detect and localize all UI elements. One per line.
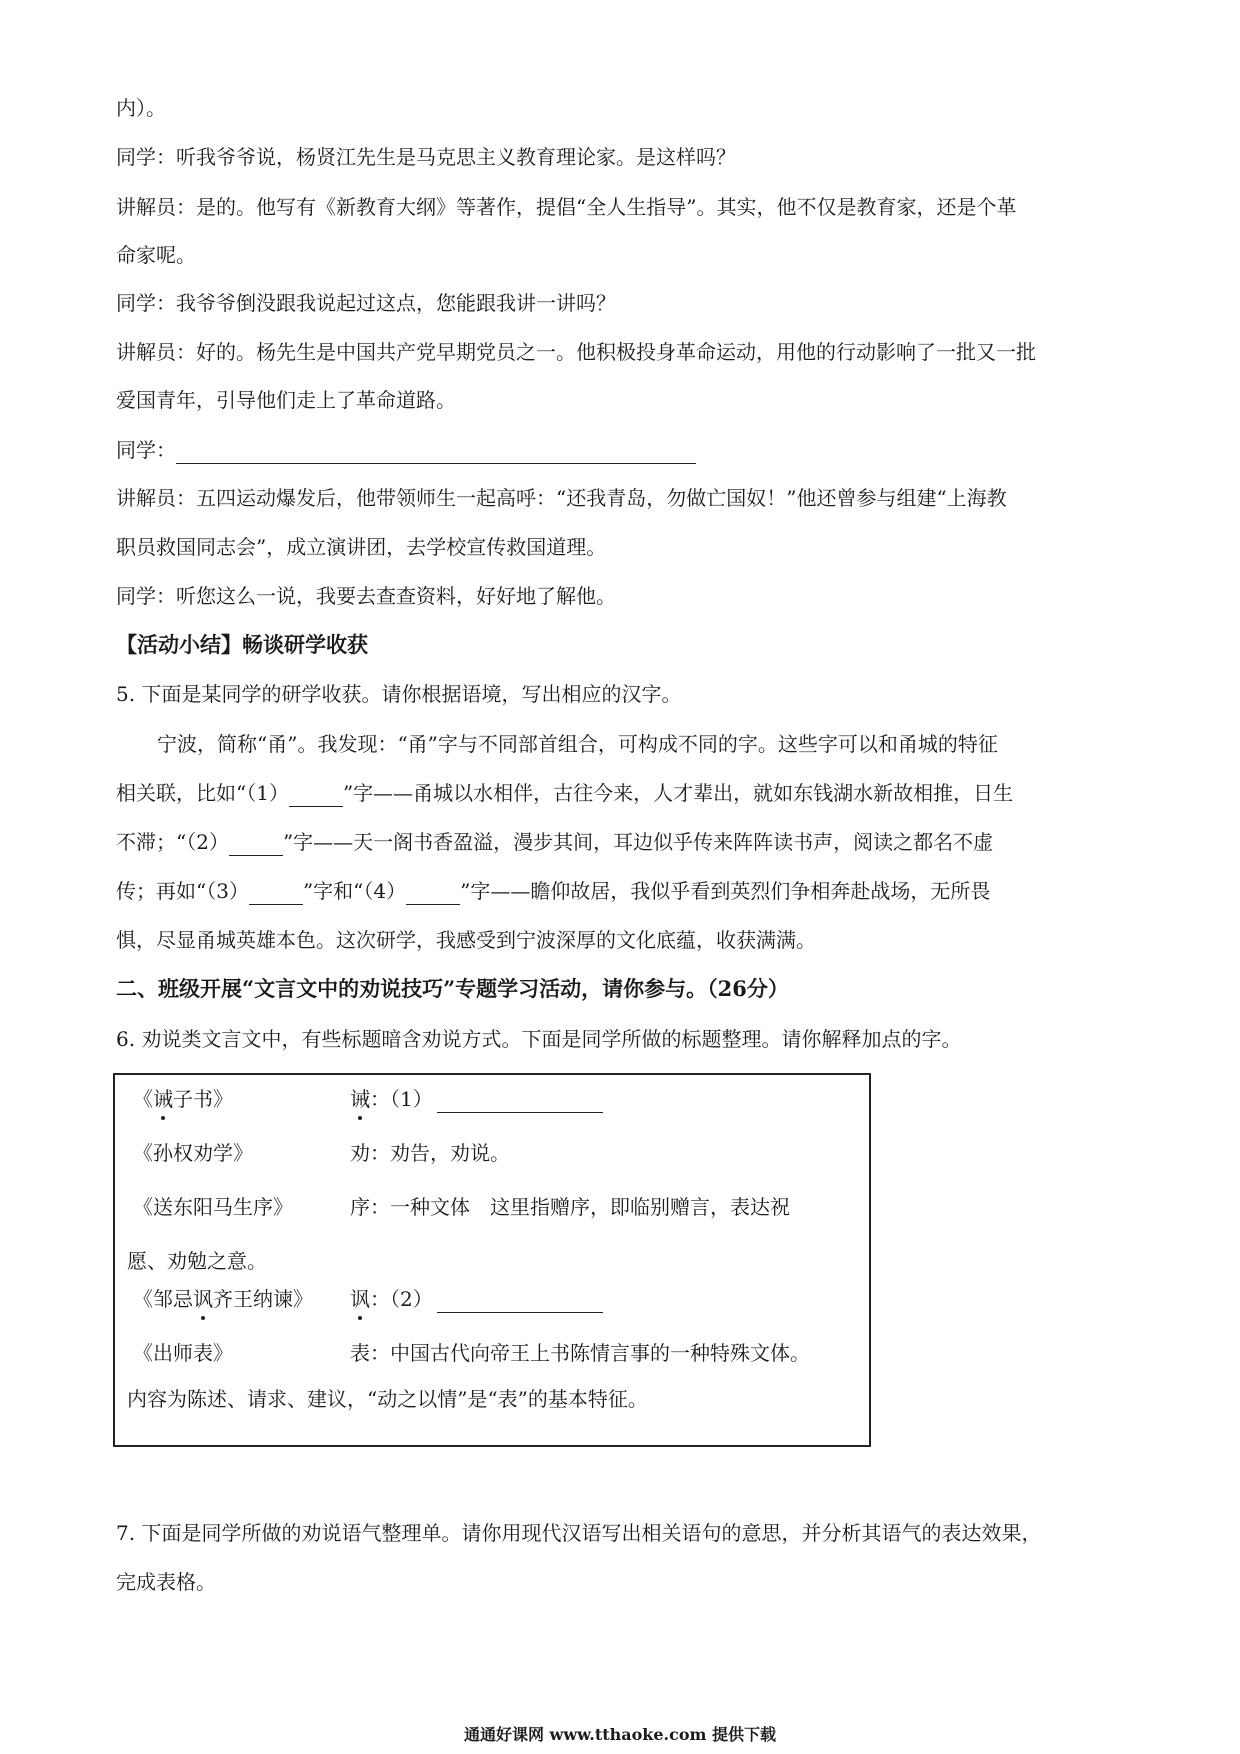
paragraph-line: 惧，尽显甬城英雄本色。这次研学，我感受到宁波深厚的文化底蕴，收获满满。 [116, 928, 816, 952]
dialogue-line: 讲解员：是的。他写有《新教育大纲》等著作，提倡“全人生指导”。其实，他不仅是教育家，还是个革 [116, 195, 1017, 219]
paragraph-text: ”字——甬城以水相伴，古往今来，人才辈出，就如东钱湖水新故相推，日生 [342, 781, 1014, 805]
dotted-char: 讽 [193, 1287, 213, 1311]
paragraph-text: 相关联，比如“（1） [116, 781, 289, 805]
paragraph-line [116, 779, 1013, 807]
paragraph-line: 宁波，简称“甬”。我发现：“甬”字与不同部首组合，可构成不同的字。这些字可以和甬城的特征 [157, 732, 998, 756]
section-2-heading: 二、班级开展“文言文中的劝说技巧”专题学习活动，请你参与。（26分） [116, 976, 789, 1001]
table-title: 《出师表》 [133, 1341, 233, 1365]
answer-blank-4[interactable] [406, 882, 460, 905]
title-table-box [113, 1073, 871, 1447]
answer-blank-def-2[interactable] [437, 1290, 603, 1313]
definition-text: ：（1） [370, 1087, 433, 1111]
title-text: 《 [133, 1087, 153, 1111]
table-definition: 表：中国古代向帝王上书陈情言事的一种特殊文体。 [350, 1341, 810, 1365]
table-definition-cont: 愿、劝勉之意。 [127, 1249, 267, 1273]
answer-blank-def-1[interactable] [437, 1090, 603, 1113]
table-title [133, 1085, 233, 1113]
dialogue-line-answer [116, 436, 696, 464]
table-title [133, 1285, 313, 1313]
paragraph-text: ”字——瞻仰故居，我似乎看到英烈们争相奔赴战场，无所畏 [460, 879, 991, 903]
answer-blank-2[interactable] [229, 833, 283, 856]
dotted-char: 诫 [350, 1087, 370, 1111]
answer-blank-3[interactable] [249, 882, 303, 905]
dialogue-line: 命家呢。 [116, 243, 196, 267]
table-title: 《送东阳马生序》 [133, 1195, 293, 1219]
title-text: 《邹忌 [133, 1287, 193, 1311]
dialogue-line: 职员救国同志会”，成立演讲团，去学校宣传救国道理。 [116, 535, 607, 559]
table-definition [350, 1085, 603, 1113]
definition-text: ：（2） [370, 1287, 433, 1311]
dialogue-line: 同学：我爷爷倒没跟我说起过这点，您能跟我讲一讲吗？ [116, 291, 616, 315]
answer-blank-1[interactable] [289, 784, 343, 807]
paragraph-text: ”字和“（4） [302, 879, 407, 903]
dotted-char: 诫 [153, 1087, 173, 1111]
table-definition: 序：一种文体 这里指赠序，即临别赠言，表达祝 [350, 1195, 790, 1219]
paragraph-line [116, 877, 990, 905]
table-definition-cont: 内容为陈述、请求、建议，“动之以情”是“表”的基本特征。 [127, 1387, 648, 1411]
paragraph-text: ”字——天一阁书香盈溢，漫步其间，耳边似乎传来阵阵读书声，阅读之都名不虚 [282, 830, 994, 854]
section-heading: 【活动小结】畅谈研学收获 [116, 632, 368, 657]
table-title: 《孙权劝学》 [133, 1141, 253, 1165]
dialogue-line: 同学：听您这么一说，我要去查查资料，好好地了解他。 [116, 584, 616, 608]
paragraph-text: 传；再如“（3） [116, 879, 249, 903]
answer-blank[interactable] [176, 441, 696, 464]
question-6: 6. 劝说类文言文中，有些标题暗含劝说方式。下面是同学所做的标题整理。请你解释加点的字。 [116, 1027, 962, 1051]
dialogue-line: 爱国青年，引导他们走上了革命道路。 [116, 388, 456, 412]
paragraph-text: 不滞；“（2） [116, 830, 229, 854]
question-7: 7. 下面是同学所做的劝说语气整理单。请你用现代汉语写出相关语句的意思，并分析其语气的表达效果， [116, 1521, 1042, 1545]
dotted-char: 讽 [350, 1287, 370, 1311]
speaker-label: 同学： [116, 438, 176, 462]
paragraph-line [116, 828, 993, 856]
dialogue-line: 同学：听我爷爷说，杨贤江先生是马克思主义教育理论家。是这样吗？ [116, 145, 736, 169]
dialogue-line: 讲解员：好的。杨先生是中国共产党早期党员之一。他积极投身革命运动，用他的行动影响了一批又一批 [116, 340, 1036, 364]
table-definition [350, 1285, 603, 1313]
dialogue-line: 讲解员：五四运动爆发后，他带领师生一起高呼：“还我青岛，勿做亡国奴！”他还曾参与组建“上海教 [116, 486, 1007, 510]
title-text: 齐王纳谏》 [213, 1287, 313, 1311]
dialogue-line: 内）。 [116, 96, 166, 120]
question-7-cont: 完成表格。 [116, 1570, 216, 1594]
question-5: 5. 下面是某同学的研学收获。请你根据语境，写出相应的汉字。 [116, 682, 682, 706]
table-definition: 劝：劝告，劝说。 [350, 1141, 510, 1165]
footer-credit: 通通好课网 www.tthaoke.com 提供下载 [463, 1725, 777, 1744]
title-text: 子书》 [173, 1087, 233, 1111]
